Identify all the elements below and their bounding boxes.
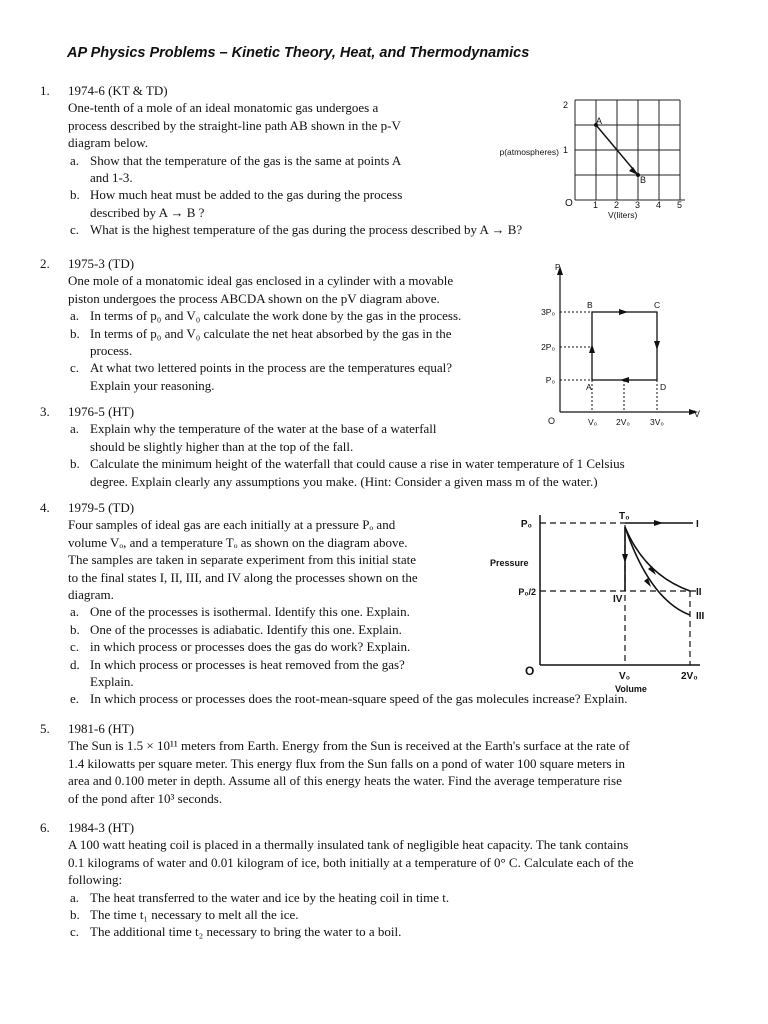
- point-a-label: A: [586, 382, 592, 392]
- x-tick: 3: [635, 200, 641, 210]
- y-axis-label: P: [555, 263, 561, 272]
- problem-text: diagram.: [68, 587, 114, 603]
- problem-text: volume Vₒ, and a temperature Tₒ as shown on the diagram above.: [68, 534, 408, 550]
- part-letter: c.: [70, 360, 80, 376]
- state-i-label: I: [696, 519, 699, 530]
- part-letter: b.: [70, 456, 80, 472]
- page-title: AP Physics Problems – Kinetic Theory, Heat, and Thermodynamics: [67, 45, 530, 61]
- part-text: In terms of p₀ and V₀ calculate the work done by the gas in the process.: [90, 308, 462, 324]
- part-text: The time t₁ necessary to melt all the ice.: [90, 907, 299, 923]
- part-letter: c.: [70, 222, 80, 238]
- problem-text: 0.1 kilograms of water and 0.01 kilogram of ice, both initially at a temperature of 0° C. Calculate each of the: [68, 854, 634, 870]
- part-text: in which process or processes does the gas do work? Explain.: [90, 639, 411, 655]
- figure-3-processes: [485, 505, 715, 700]
- problem-header: 1976-5 (HT): [68, 404, 135, 419]
- problem-text: of the pond after 10³ seconds.: [68, 790, 223, 806]
- problem-header: 1974-6 (KT & TD): [68, 83, 168, 98]
- figure-1-pv-grid: [485, 90, 700, 225]
- part-text: described by A → B ?: [90, 204, 205, 220]
- part-text: Calculate the minimum height of the waterfall that could cause a rise in water temperature of 1 Celsius: [90, 456, 625, 472]
- x-tick: 2V₀: [616, 417, 630, 427]
- part-letter: c.: [70, 639, 80, 655]
- problem-number: 3.: [40, 404, 50, 419]
- part-text: One of the processes is isothermal. Identify this one. Explain.: [90, 604, 410, 620]
- arrow-up-icon: [589, 344, 595, 353]
- arrow-down-icon: [622, 554, 628, 563]
- x-tick: 5: [677, 200, 683, 210]
- problem-header: 1981-6 (HT): [68, 721, 135, 736]
- point-a-label: A: [596, 116, 603, 126]
- problem-number: 1.: [40, 83, 50, 98]
- problem-header: 1984-3 (HT): [68, 820, 135, 835]
- x-tick: V₀: [588, 417, 598, 427]
- x-tick: 3V₀: [650, 417, 664, 427]
- part-text: The heat transferred to the water and ice by the heating coil in time t.: [90, 889, 450, 905]
- x-tick: 1: [593, 200, 599, 210]
- part-text: In which process or processes does the root-mean-square speed of the gas molecules increase? Explain.: [90, 691, 628, 707]
- part-letter: c.: [70, 924, 80, 940]
- problem-header: 1975-3 (TD): [68, 256, 135, 271]
- part-text: degree. Explain clearly any assumptions you make. (Hint: Consider a given mass m of the water.): [90, 473, 598, 489]
- y-tick: 3P₀: [541, 307, 555, 317]
- part-letter: b.: [70, 187, 80, 203]
- y-axis-label: Pressure: [490, 558, 529, 568]
- part-letter: b.: [70, 621, 80, 637]
- y-axis-label: p(atmospheres): [499, 147, 559, 157]
- x-axis-label: V: [694, 409, 701, 419]
- part-text: The additional time t₂ necessary to bring the water to a boil.: [90, 924, 402, 940]
- point-c-label: C: [654, 300, 661, 310]
- problem-number: 4.: [40, 500, 50, 515]
- arrow-right-icon: [619, 309, 628, 315]
- figure-2-pv-cycle: [530, 262, 710, 434]
- state-ii-label: II: [696, 587, 702, 598]
- part-text: process.: [90, 343, 133, 359]
- problem-text: to the final states I, II, III, and IV along the processes shown on the: [68, 569, 418, 585]
- part-letter: a.: [70, 152, 80, 168]
- point-b-label: B: [587, 300, 593, 310]
- problem-text: One-tenth of a mole of an ideal monatomic gas undergoes a: [68, 100, 379, 116]
- state-iii-label: III: [696, 611, 705, 622]
- process-ii-isothermal: [625, 527, 690, 591]
- problem-text: area and 0.100 meter in depth. Assume all of this energy heats the water. Find the average temperature rise: [68, 773, 622, 789]
- problem-text: The samples are taken in separate experiment from this initial state: [68, 552, 416, 568]
- y-tick: 2P₀: [541, 342, 555, 352]
- origin-label: O: [525, 664, 535, 678]
- x-tick: V₀: [619, 671, 631, 682]
- process-iii-adiabatic: [625, 527, 690, 615]
- x-tick: 2V₀: [681, 671, 698, 682]
- problem-1: [40, 82, 522, 239]
- arrow-right-icon: [654, 520, 663, 526]
- x-axis-label: Volume: [615, 684, 647, 694]
- part-text: One of the processes is adiabatic. Identify this one. Explain.: [90, 621, 402, 637]
- problem-text: One mole of a monatomic ideal gas enclosed in a cylinder with a movable: [68, 273, 454, 289]
- part-letter: a.: [70, 421, 80, 437]
- part-text: At what two lettered points in the process are the temperatures equal?: [90, 360, 453, 376]
- y-tick: 1: [562, 145, 568, 155]
- part-text: Explain.: [90, 674, 134, 690]
- x-axis-label: V(liters): [608, 210, 638, 220]
- part-letter: a.: [70, 889, 80, 905]
- problem-text: 1.4 kilowatts per square meter. This energy flux from the Sun falls on a pond of water 100 square meters in: [68, 755, 625, 771]
- part-letter: b.: [70, 907, 80, 923]
- origin-label: O: [565, 198, 573, 209]
- part-text: Show that the temperature of the gas is the same at points A: [90, 152, 402, 168]
- part-text: Explain why the temperature of the water at the base of a waterfall: [90, 421, 437, 437]
- part-text: How much heat must be added to the gas during the process: [90, 187, 403, 203]
- part-text: In terms of p₀ and V₀ calculate the net heat absorbed by the gas in the: [90, 325, 452, 341]
- part-letter: d.: [70, 656, 80, 672]
- problem-text: Four samples of ideal gas are each initially at a pressure Pₒ and: [68, 517, 396, 533]
- point-b-label: B: [640, 175, 647, 185]
- problem-2: [40, 255, 461, 394]
- origin-label: O: [548, 416, 556, 426]
- part-letter: b.: [70, 325, 80, 341]
- part-letter: e.: [70, 691, 80, 707]
- x-tick: 4: [656, 200, 662, 210]
- part-text: What is the highest temperature of the gas during the process described by A → B?: [90, 222, 523, 238]
- problem-text: diagram below.: [68, 135, 149, 151]
- part-text: In which process or processes is heat removed from the gas?: [90, 656, 405, 672]
- problem-text: process described by the straight-line path AB shown in the p-V: [68, 117, 401, 133]
- y-tick: P₀: [545, 375, 555, 385]
- problem-number: 5.: [40, 721, 50, 736]
- problem-5: [40, 720, 630, 807]
- problem-text: A 100 watt heating coil is placed in a thermally insulated tank of negligible heat capacity. The tank contains: [68, 837, 629, 853]
- problem-text: piston undergoes the process ABCDA shown on the pV diagram above.: [68, 290, 440, 306]
- part-text: should be slightly higher than at the top of the fall.: [90, 438, 354, 454]
- y-tick: 2: [562, 100, 568, 110]
- cycle-rectangle: [592, 312, 657, 380]
- problem-text: following:: [68, 872, 123, 888]
- arrow-down-icon: [654, 341, 660, 350]
- y-tick: P₀/2: [518, 587, 536, 597]
- point-d-label: D: [660, 382, 667, 392]
- state-iv-label: IV: [613, 594, 623, 605]
- y-tick: P₀: [520, 519, 532, 530]
- part-letter: a.: [70, 308, 80, 324]
- problem-number: 6.: [40, 820, 50, 835]
- initial-state-label: T₀: [619, 511, 630, 522]
- x-tick: 2: [614, 200, 620, 210]
- problem-header: 1979-5 (TD): [68, 500, 135, 515]
- part-text: Explain your reasoning.: [90, 377, 215, 393]
- part-text: and 1-3.: [90, 170, 133, 186]
- part-letter: a.: [70, 604, 80, 620]
- problem-number: 2.: [40, 256, 50, 271]
- problem-6: [40, 819, 633, 941]
- problem-text: The Sun is 1.5 × 10¹¹ meters from Earth. Energy from the Sun is received at the Earth's surface at the rate of: [68, 738, 630, 754]
- arrow-left-icon: [620, 377, 629, 383]
